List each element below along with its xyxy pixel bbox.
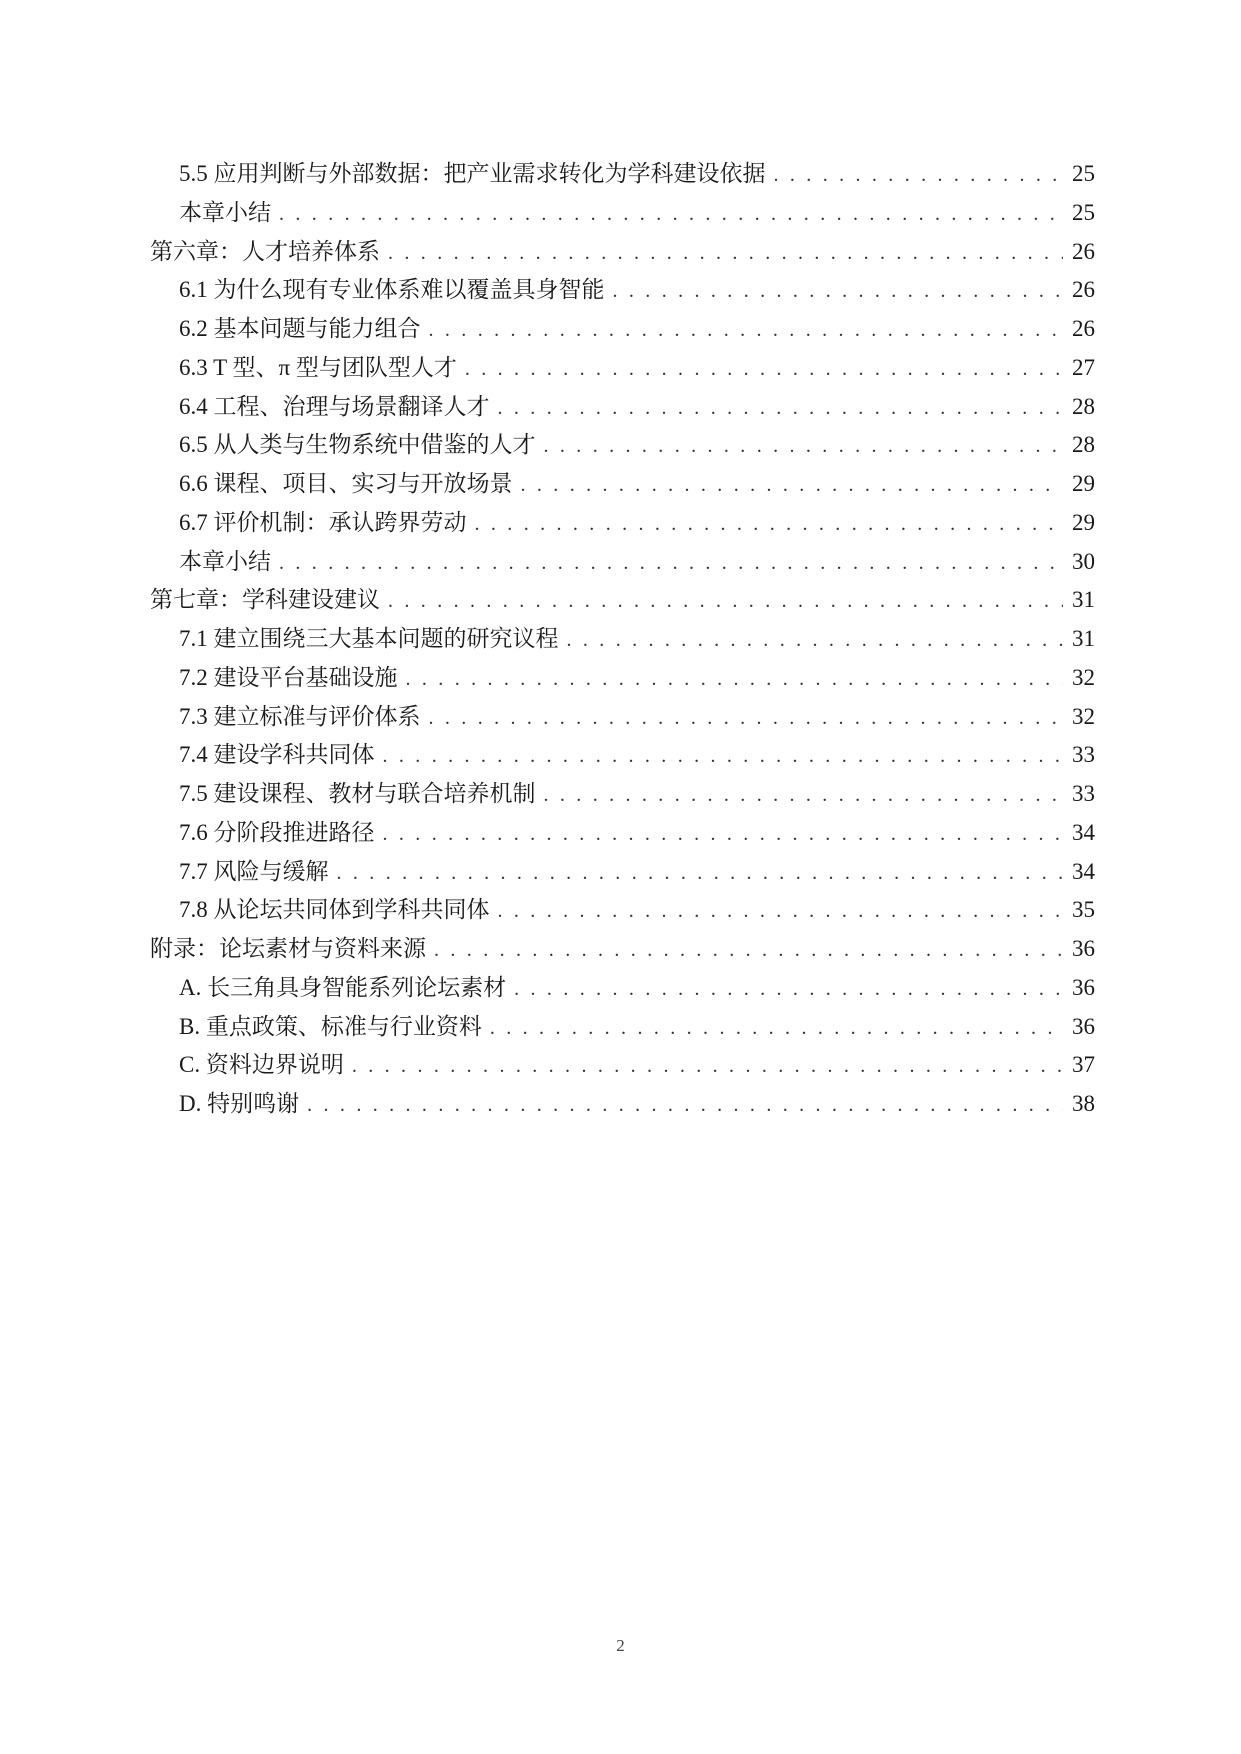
- toc-entry-appendix-c[interactable]: [150, 1046, 1095, 1085]
- dot-leader: [613, 272, 1064, 311]
- toc-entry-6-4[interactable]: [150, 388, 1095, 427]
- toc-entry-5-5[interactable]: [150, 155, 1095, 194]
- toc-entry-page: 33: [1072, 742, 1095, 768]
- toc-entry-page: 38: [1072, 1091, 1095, 1116]
- toc-entry-page: 36: [1072, 974, 1095, 1000]
- toc-entry-page: 32: [1072, 703, 1095, 729]
- dot-leader: [337, 854, 1064, 893]
- dot-leader: [406, 660, 1064, 699]
- toc-entry-page: 26: [1072, 277, 1095, 303]
- dot-leader: [475, 505, 1064, 544]
- toc-entry-page: 35: [1072, 897, 1095, 923]
- toc-entry-label: 7.7 风险与缓解: [179, 858, 329, 884]
- toc-entry-label: 7.6 分阶段推进路径: [179, 819, 375, 845]
- dot-leader: [567, 621, 1064, 660]
- dot-leader: [544, 427, 1064, 466]
- toc-entry-label: B. 重点政策、标准与行业资料: [179, 1013, 482, 1039]
- toc-entry-page: 25: [1072, 161, 1095, 186]
- toc-entry-appendix[interactable]: [150, 930, 1095, 969]
- page-number: 2: [616, 1636, 625, 1655]
- toc-entry-appendix-a[interactable]: [150, 969, 1095, 1008]
- toc-entry-page: 28: [1072, 393, 1095, 419]
- toc-entry-6-3[interactable]: [150, 349, 1095, 388]
- toc-entry-label: 6.7 评价机制：承认跨界劳动: [179, 509, 467, 535]
- toc-entry-label: 6.6 课程、项目、实习与开放场景: [179, 471, 513, 496]
- dot-leader: [388, 234, 1063, 273]
- toc-entry-label: 7.1 建立围绕三大基本问题的研究议程: [179, 626, 559, 651]
- toc-entry-page: 33: [1072, 781, 1095, 806]
- toc-entry-page: 27: [1072, 354, 1095, 380]
- dot-leader: [521, 466, 1064, 505]
- dot-leader: [429, 311, 1064, 350]
- toc-entry-label: 6.3 T 型、π 型与团队型人才: [179, 354, 457, 380]
- dot-leader: [279, 544, 1063, 583]
- toc-entry-chapter5-summary[interactable]: [150, 194, 1095, 233]
- dot-leader: [383, 815, 1064, 854]
- toc-entry-page: 26: [1072, 238, 1095, 264]
- toc-entry-page: 36: [1072, 936, 1095, 961]
- dot-leader: [498, 892, 1064, 931]
- toc-entry-page: 29: [1072, 471, 1095, 496]
- toc-entry-label: C. 资料边界说明: [179, 1052, 344, 1078]
- toc-entry-7-4[interactable]: [150, 736, 1095, 775]
- toc-entry-label: 7.2 建设平台基础设施: [179, 664, 398, 690]
- toc-entry-label: D. 特别鸣谢: [179, 1091, 300, 1116]
- dot-leader: [279, 195, 1063, 234]
- toc-entry-label: 本章小结: [179, 548, 271, 574]
- toc-entry-page: 34: [1072, 858, 1095, 884]
- dot-leader: [774, 156, 1064, 195]
- toc-entry-6-5[interactable]: [150, 426, 1095, 465]
- toc-entry-7-5[interactable]: [150, 775, 1095, 814]
- toc-entry-label: 6.2 基本问题与能力组合: [179, 316, 421, 341]
- toc-entry-page: 34: [1072, 819, 1095, 845]
- toc-entry-7-2[interactable]: [150, 659, 1095, 698]
- toc-entry-page: 28: [1072, 432, 1095, 458]
- toc-entry-page: 25: [1072, 199, 1095, 225]
- toc-entry-chapter7[interactable]: [150, 581, 1095, 620]
- toc-entry-label: 第七章：学科建设建议: [150, 587, 380, 613]
- toc-entry-page: 30: [1072, 548, 1095, 574]
- toc-entry-7-6[interactable]: [150, 814, 1095, 853]
- dot-leader: [383, 737, 1064, 776]
- toc-entry-6-6[interactable]: [150, 465, 1095, 504]
- toc-entry-appendix-d[interactable]: [150, 1085, 1095, 1124]
- toc-entry-7-1[interactable]: [150, 620, 1095, 659]
- dot-leader: [388, 582, 1063, 621]
- toc-entry-page: 31: [1072, 626, 1095, 651]
- toc-entry-label: 7.3 建立标准与评价体系: [179, 703, 421, 729]
- toc-entry-7-7[interactable]: [150, 853, 1095, 892]
- toc-entry-page: 37: [1072, 1052, 1095, 1078]
- toc-entry-6-1[interactable]: [150, 271, 1095, 310]
- toc-entry-label: 6.4 工程、治理与场景翻译人才: [179, 393, 490, 419]
- toc-entry-page: 36: [1072, 1013, 1095, 1039]
- dot-leader: [434, 931, 1063, 970]
- toc-entry-label: 7.4 建设学科共同体: [179, 742, 375, 768]
- dot-leader: [352, 1047, 1063, 1086]
- toc-entry-page: 26: [1072, 316, 1095, 341]
- dot-leader: [490, 1009, 1063, 1048]
- toc-entry-label: 第六章：人才培养体系: [150, 238, 380, 264]
- dot-leader: [544, 776, 1064, 815]
- toc-entry-chapter6-summary[interactable]: [150, 543, 1095, 582]
- toc-entry-label: 本章小结: [179, 199, 271, 225]
- dot-leader: [307, 1086, 1063, 1125]
- toc-entry-label: 6.1 为什么现有专业体系难以覆盖具身智能: [179, 277, 605, 303]
- toc-entry-page: 32: [1072, 664, 1095, 690]
- toc-entry-appendix-b[interactable]: [150, 1008, 1095, 1047]
- dot-leader: [465, 350, 1063, 389]
- toc-entry-chapter6[interactable]: [150, 233, 1095, 272]
- dot-leader: [429, 699, 1064, 738]
- toc-entry-7-3[interactable]: [150, 698, 1095, 737]
- toc-entry-label: A. 长三角具身智能系列论坛素材: [179, 974, 507, 1000]
- toc-entry-6-7[interactable]: [150, 504, 1095, 543]
- toc-entry-label: 附录：论坛素材与资料来源: [150, 936, 426, 961]
- toc-entry-label: 5.5 应用判断与外部数据：把产业需求转化为学科建设依据: [179, 161, 766, 186]
- table-of-contents: [150, 155, 1095, 1124]
- toc-entry-7-8[interactable]: [150, 891, 1095, 930]
- toc-entry-page: 29: [1072, 509, 1095, 535]
- toc-entry-label: 7.8 从论坛共同体到学科共同体: [179, 897, 490, 923]
- dot-leader: [514, 970, 1063, 1009]
- toc-entry-6-2[interactable]: [150, 310, 1095, 349]
- dot-leader: [498, 389, 1064, 428]
- toc-entry-label: 6.5 从人类与生物系统中借鉴的人才: [179, 432, 536, 458]
- toc-entry-label: 7.5 建设课程、教材与联合培养机制: [179, 781, 536, 806]
- toc-entry-page: 31: [1072, 587, 1095, 613]
